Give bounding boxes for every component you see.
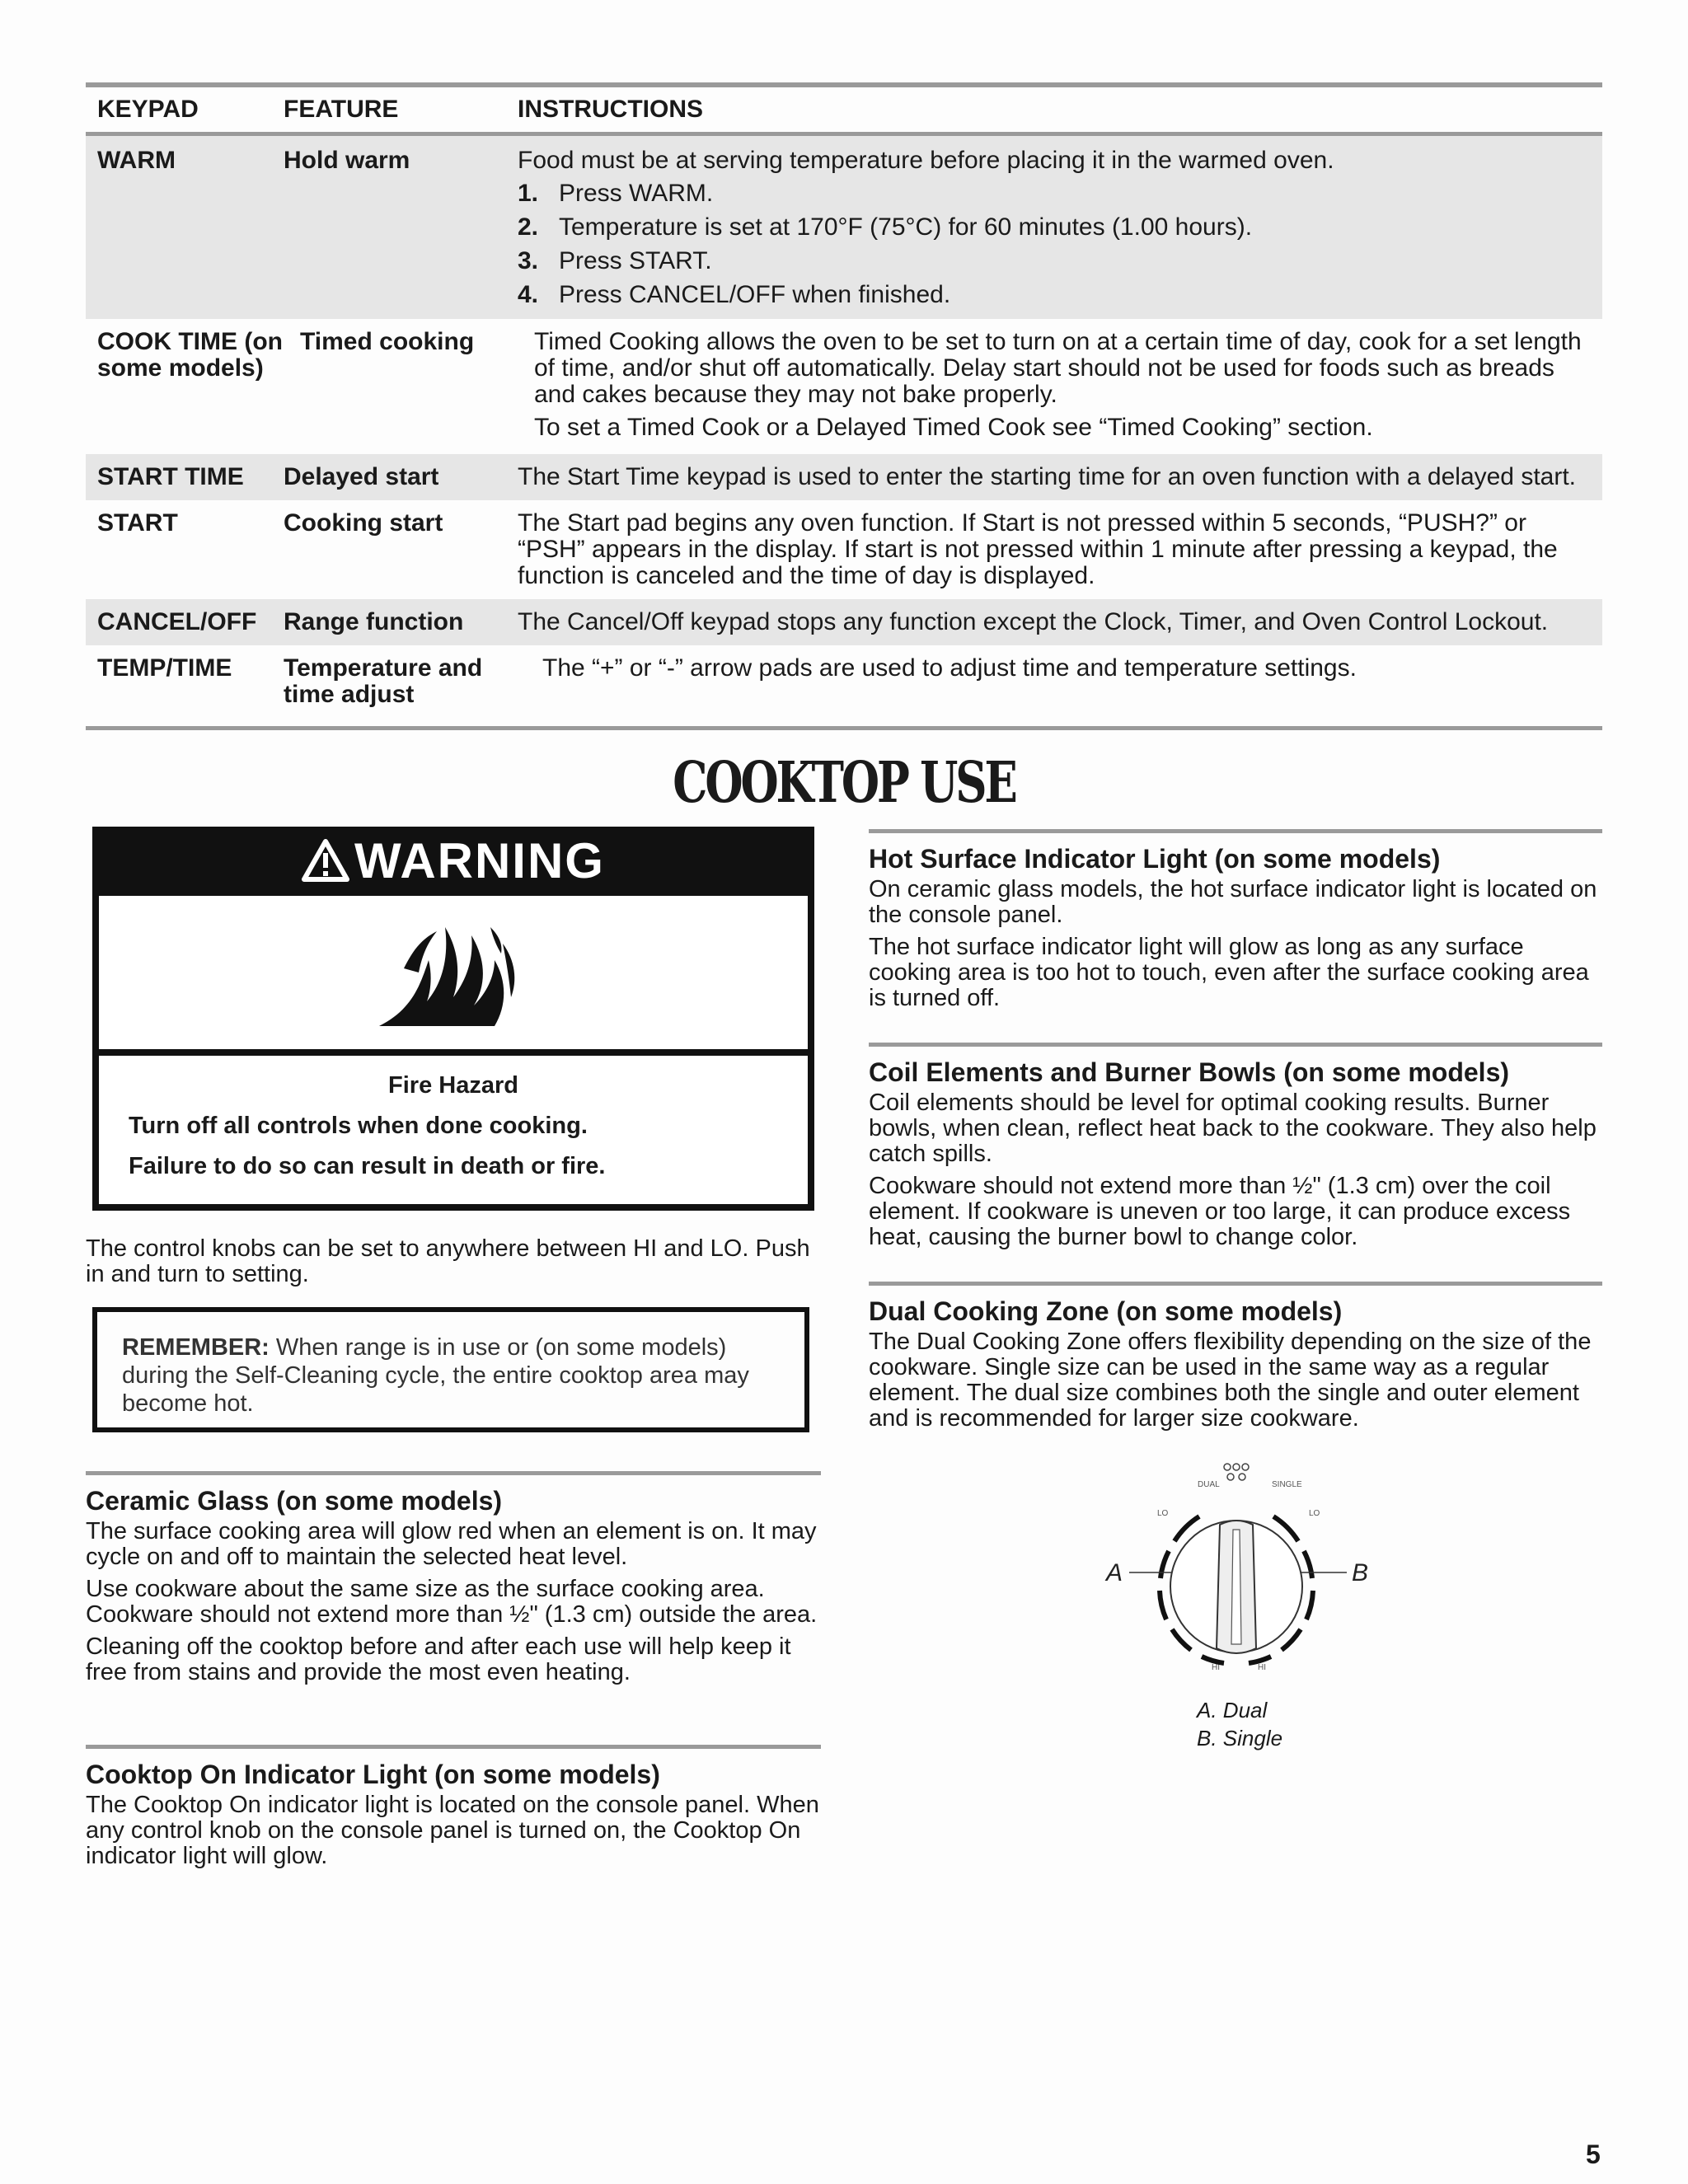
- hot-surface-section: [869, 829, 1602, 1018]
- warning-line-1: Turn off all controls when done cooking.: [129, 1113, 588, 1139]
- keypad-cell: WARM: [97, 147, 176, 174]
- instructions-cell: [534, 329, 1591, 448]
- lo-left-label: LO: [1157, 1509, 1169, 1518]
- feature-cell: Range function: [284, 608, 464, 635]
- feature-cell: Temperature and time adjust: [284, 654, 483, 708]
- step-number: 3.: [518, 247, 539, 274]
- diagram-caption: [1197, 1696, 1282, 1752]
- warning-line-2: Failure to do so can result in death or fire.: [129, 1153, 606, 1179]
- steps-list: [518, 180, 1591, 308]
- keypad-cell: CANCEL/OFF: [97, 608, 257, 635]
- keypad-table: [86, 82, 1602, 730]
- hi-right-label: HI: [1258, 1663, 1266, 1672]
- table-row: [86, 136, 1602, 319]
- coil-elements-section: [869, 1043, 1602, 1257]
- dual-label: DUAL: [1198, 1480, 1220, 1489]
- hazard-title: Fire Hazard: [388, 1072, 518, 1099]
- lo-right-label: LO: [1309, 1509, 1320, 1518]
- warning-box: [92, 827, 814, 1211]
- instructions-cell: [518, 148, 1591, 316]
- caption-b: B. Single: [1197, 1726, 1283, 1750]
- warning-header: [92, 827, 814, 894]
- section-paragraph: Cookware should not extend more than ½" (1.3 cm) over the coil element. If cookware is uneven or too large, it can produce excess heat, causing the burner bowl to change color.: [869, 1173, 1571, 1250]
- header-keypad: KEYPAD: [97, 96, 199, 123]
- ceramic-glass-section: [86, 1471, 821, 1692]
- single-label: SINGLE: [1272, 1480, 1302, 1489]
- keypad-cell: START TIME: [97, 463, 244, 490]
- step-number: 1.: [518, 180, 539, 207]
- warning-triangle-icon: [302, 839, 349, 882]
- warning-text-panel: [99, 1056, 808, 1204]
- step-number: 2.: [518, 213, 539, 241]
- page-number: 5: [1586, 2139, 1601, 2169]
- step-text: Press WARM.: [559, 180, 714, 207]
- remember-note: [92, 1307, 809, 1432]
- dual-zone-section: [869, 1282, 1602, 1438]
- header-instructions: INSTRUCTIONS: [518, 96, 703, 123]
- instructions-cell: The Start pad begins any oven function. If Start is not pressed within 5 seconds, “PUSH?” or “PSH” appears in the display. If start is not pressed within 1 minute after pressing a keypad, the function is canceled and the time of day is displayed.: [518, 509, 1558, 589]
- feature-cell: Timed cooking: [300, 328, 475, 355]
- section-heading: Ceramic Glass (on some models): [86, 1486, 503, 1516]
- step-item: [518, 214, 1591, 241]
- table-row: [86, 454, 1602, 500]
- step-text: Press CANCEL/OFF when finished.: [559, 281, 951, 308]
- section-paragraph: On ceramic glass models, the hot surface indicator light is located on the console panel.: [869, 876, 1597, 928]
- feature-cell: Cooking start: [284, 509, 443, 537]
- step-item: [518, 180, 1591, 207]
- section-rule: [869, 1043, 1602, 1047]
- section-rule: [869, 1282, 1602, 1286]
- step-text: Press START.: [559, 247, 712, 274]
- keypad-cell: START: [97, 509, 178, 537]
- section-rule: [86, 1745, 821, 1749]
- fire-hazard-image: [99, 896, 808, 1049]
- section-paragraph: Coil elements should be level for optimal cooking results. Burner bowls, when clean, reflect heat back to the cookware. They also help catch spills.: [869, 1090, 1597, 1167]
- knob-pointer: [1231, 1530, 1241, 1644]
- section-paragraph: The surface cooking area will glow red when an element is on. It may cycle on and off to maintain the selected heat level.: [86, 1518, 817, 1570]
- table-row: [86, 599, 1602, 645]
- instructions-cell: The Cancel/Off keypad stops any function except the Clock, Timer, and Oven Control Lockout.: [518, 608, 1549, 635]
- section-paragraph: Use cookware about the same size as the surface cooking area. Cookware should not extend more than ½" (1.3 cm) outside the area.: [86, 1576, 818, 1628]
- element-icon: [1224, 1464, 1249, 1480]
- remember-text: When range is in use or (on some models) during the Self-Cleaning cycle, the entire cooktop area may become hot.: [122, 1334, 749, 1417]
- step-item: [518, 282, 1591, 308]
- section-rule: [869, 829, 1602, 833]
- callout-a: A: [1106, 1559, 1123, 1586]
- section-heading: Dual Cooking Zone (on some models): [869, 1296, 1343, 1326]
- instructions-cell: The “+” or “-” arrow pads are used to adjust time and temperature settings.: [542, 654, 1357, 682]
- keypad-cell: TEMP/TIME: [97, 654, 232, 682]
- remember-label: REMEMBER:: [122, 1334, 270, 1361]
- table-header-row: [86, 87, 1602, 132]
- instruction-paragraph: To set a Timed Cook or a Delayed Timed Cook see “Timed Cooking” section.: [534, 414, 1373, 441]
- section-rule: [86, 1471, 821, 1475]
- section-title: COOKTOP USE: [673, 750, 1015, 816]
- callout-b: B: [1352, 1559, 1369, 1586]
- table-row: [86, 645, 1602, 711]
- cooktop-on-section: [86, 1745, 821, 1876]
- hi-left-label: HI: [1212, 1663, 1220, 1672]
- instructions-cell: The Start Time keypad is used to enter the starting time for an oven function with a delayed start.: [518, 463, 1577, 490]
- section-heading: Hot Surface Indicator Light (on some models): [869, 844, 1441, 874]
- section-paragraph: Cleaning off the cooktop before and after each use will help keep it free from stains and provide the most even heating.: [86, 1633, 791, 1685]
- section-heading: Cooktop On Indicator Light (on some models): [86, 1760, 660, 1789]
- section-heading: Coil Elements and Burner Bowls (on some models): [869, 1057, 1510, 1087]
- header-feature: FEATURE: [284, 96, 399, 123]
- section-paragraph: The hot surface indicator light will glow as long as any surface cooking area is too hot to touch, even after the surface cooking area is turned off.: [869, 934, 1589, 1011]
- section-paragraph: The Dual Cooking Zone offers flexibility depending on the size of the cookware. Single size can be used in the same way as a regular element. The dual size combines both the single and outer element and is recommended for larger size cookware.: [869, 1329, 1592, 1432]
- step-number: 4.: [518, 281, 539, 308]
- caption-a: A. Dual: [1197, 1698, 1268, 1722]
- keypad-cell: COOK TIME (on some models): [97, 328, 283, 382]
- section-paragraph: The Cooktop On indicator light is located on the console panel. When any control knob on the console panel is turned on, the Cooktop On indicator light will glow.: [86, 1792, 819, 1869]
- feature-cell: Delayed start: [284, 463, 439, 490]
- table-row: [86, 319, 1602, 454]
- warning-heading: WARNING: [354, 832, 605, 888]
- step-text: Temperature is set at 170°F (75°C) for 60 minutes (1.00 hours).: [559, 213, 1253, 241]
- instruction-paragraph: Food must be at serving temperature before placing it in the warmed oven.: [518, 147, 1334, 174]
- knob-setting-text: The control knobs can be set to anywhere between HI and LO. Push in and turn to setting.: [86, 1235, 810, 1287]
- feature-cell: Hold warm: [284, 147, 410, 174]
- table-bottom-rule: [86, 726, 1602, 730]
- instruction-paragraph: Timed Cooking allows the oven to be set to turn on at a certain time of day, cook for a set length of time, and/or shut off automatically. Delay start should not be used for foods such as breads and cakes because they may not bake properly.: [534, 328, 1582, 408]
- table-row: [86, 500, 1602, 599]
- step-item: [518, 248, 1591, 274]
- flame-icon: [371, 911, 536, 1034]
